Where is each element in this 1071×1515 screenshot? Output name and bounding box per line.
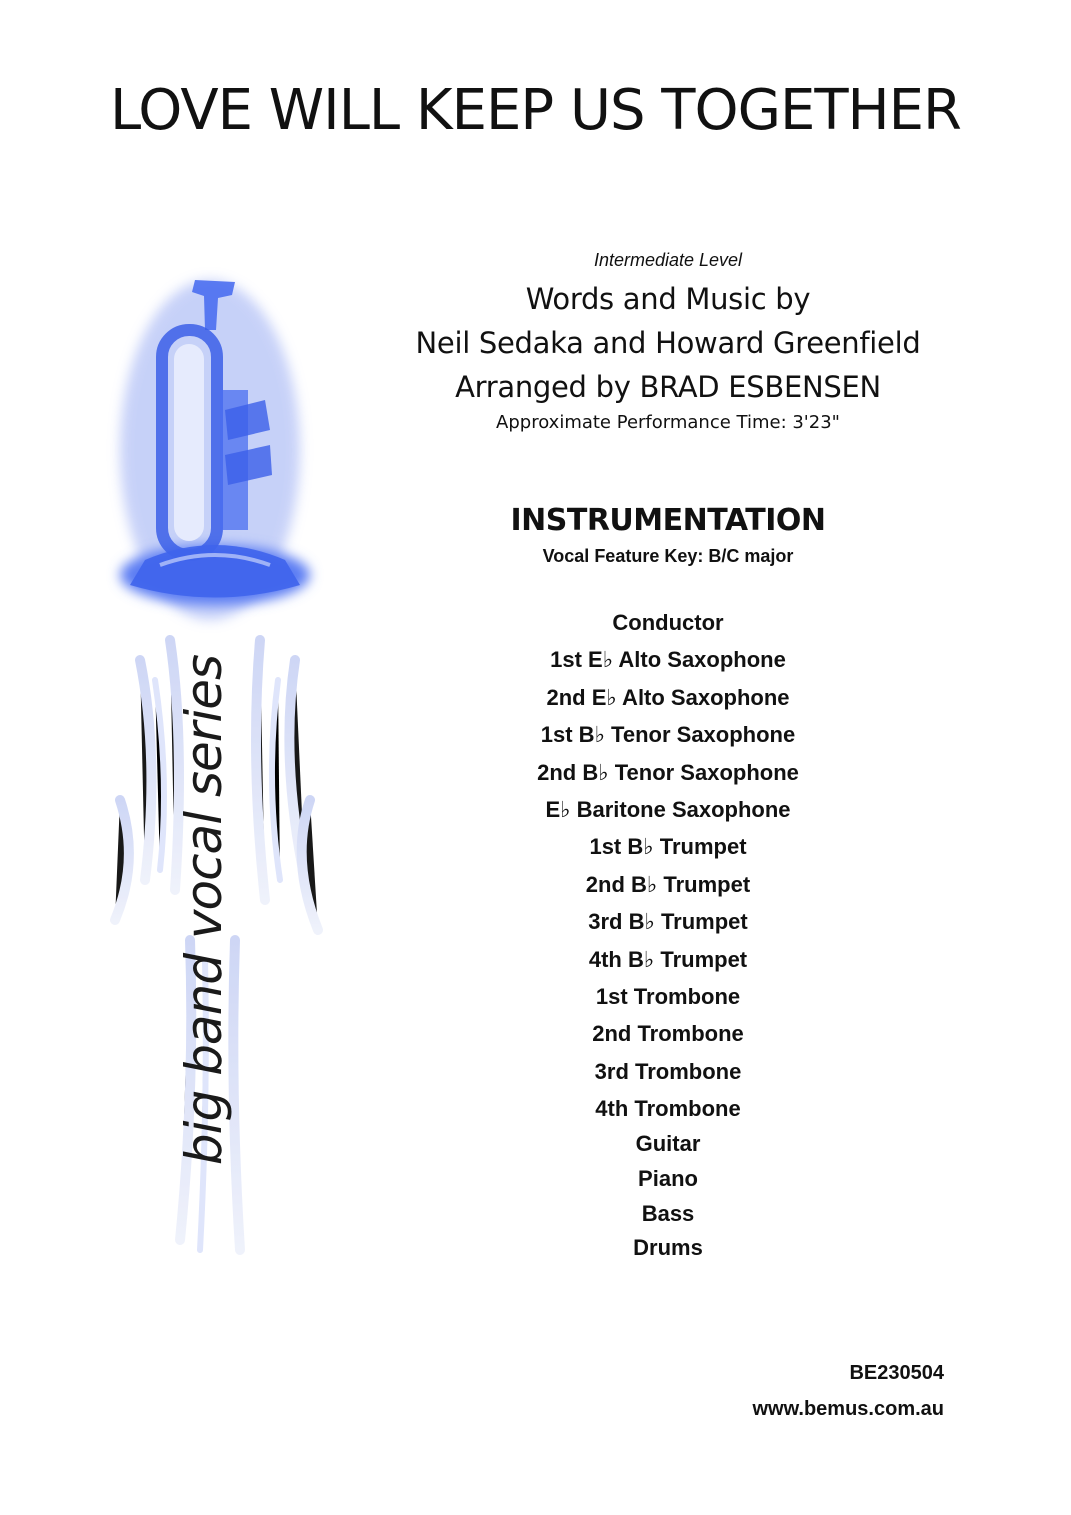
list-item: 4th Trombone — [595, 1096, 741, 1122]
instrumentation-heading: INSTRUMENTATION — [510, 503, 826, 538]
list-item: 4th B♭ Trumpet — [588, 946, 748, 972]
page-title: LOVE WILL KEEP US TOGETHER — [110, 78, 961, 143]
list-item: 3rd B♭ Trumpet — [588, 909, 748, 935]
list-item: 1st B♭ Tenor Saxophone — [540, 722, 796, 748]
performance-time: Approximate Performance Time: 3'23" — [496, 412, 840, 433]
series-name: big band vocal series — [175, 654, 233, 1166]
list-item: Conductor — [612, 610, 724, 635]
arranger: Arranged by BRAD ESBENSEN — [455, 370, 881, 404]
difficulty-level: Intermediate Level — [593, 250, 743, 270]
list-item: 2nd B♭ Tenor Saxophone — [537, 759, 799, 785]
list-item: 3rd Trombone — [594, 1058, 742, 1084]
list-item: 1st E♭ Alto Saxophone — [550, 647, 786, 673]
composers: Neil Sedaka and Howard Greenfield — [415, 326, 921, 360]
list-item: 1st Trombone — [595, 983, 741, 1009]
list-item: Bass — [641, 1200, 695, 1226]
list-item: 2nd E♭ Alto Saxophone — [546, 684, 790, 710]
list-item: 1st B♭ Trumpet — [589, 834, 747, 860]
vocal-key: Vocal Feature Key: B/C major — [542, 546, 794, 566]
list-item: Drums — [633, 1235, 703, 1261]
list-item: 2nd Trombone — [592, 1021, 744, 1047]
list-item: E♭ Baritone Saxophone — [545, 796, 791, 822]
list-item: Piano — [638, 1166, 698, 1192]
words-music-label: Words and Music by — [525, 282, 811, 316]
instrument-list — [370, 604, 966, 1266]
catalog-number: BE230504 — [849, 1362, 944, 1384]
list-item: Guitar — [635, 1131, 701, 1157]
list-item: 2nd B♭ Trumpet — [585, 871, 751, 897]
publisher-website[interactable]: www.bemus.com.au — [752, 1398, 944, 1420]
